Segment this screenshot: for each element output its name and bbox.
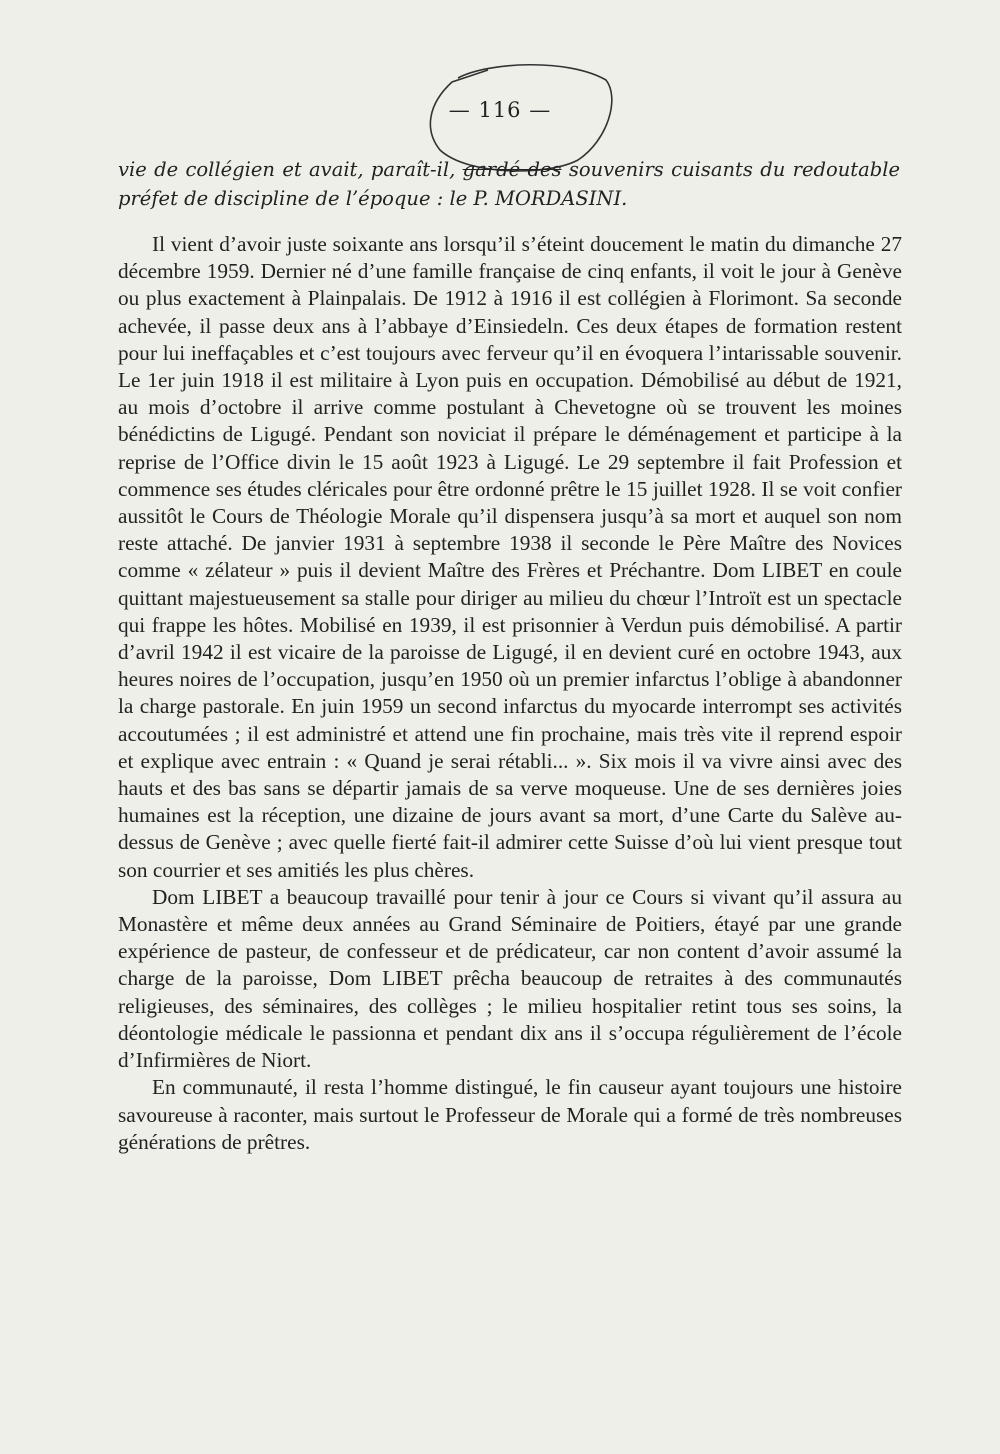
paragraph-1: Il vient d’avoir juste soixante ans lorsqu’il s’éteint doucement le matin du dimanche 27 décembre 1959. Dernier né d’une famille française de cinq enfants, il voit le jour à Genève ou plus exactement à Plainpalais. De 1912 à 1916 il est collégien à Florimont. Sa seconde achevée, il passe deux ans à l’abbaye d’Einsiedeln. Ces deux étapes de formation restent pour lui ineffaçables et c’est toujours avec ferveur qu’il en évoquera l’intarissable souvenir. Le 1er juin 1918 il est militaire à Lyon puis en occupation. Démobilisé au début de 1921, au mois d’octobre il arrive comme postulant à Chevetogne où se trouvent les moines bénédictins de Ligugé. Pendant son noviciat il prépare le déménagement et participe à la reprise de l’Office divin le 15 août 1923 à Ligugé. Le 29 septembre il fait Profession et commence ses études cléricales pour être ordonné prêtre le 15 juillet 1928. Il se voit confier aussitôt le Cours de Théologie Morale qu’il dispensera jusqu’à sa mort et auquel son nom reste attaché. De janvier 1931 à septembre 1938 il seconde le Père Maître des Novices comme « zélateur » puis il devient Maître des Frères et Préchantre. Dom LIBET en coule quittant majestueusement sa stalle pour diriger au milieu du chœur l’Introït est un spectacle qui frappe les hôtes. Mobilisé en 1939, il est prisonnier à Verdun puis démobilisé. A partir d’avril 1942 il est vicaire de la paroisse de Ligugé, il en devient curé en octobre 1943, aux heures noires de l’occupation, jusqu’en 1950 où un premier infarctus l’oblige à abandonner la charge pastorale. En juin 1959 un second infarctus du myocarde interrompt ses activités accoutumées ; il est administré et attend une fin prochaine, mais très vite il reprend espoir et explique avec entrain : « Quand je serai rétabli... ». Six mois il va vivre ainsi avec des hauts et des bas sans se départir jamais de sa verve moqueuse. Une de ses dernières joies humaines est la réception, une dizaine de jours avant sa mort, d’une Carte du Salève au-dessus de Genève ; avec quelle fierté fait-il admirer cette Suisse d’où lui vient presque tout son courrier et ses amitiés les plus chères.	[118, 232, 902, 882]
intro-line-2: préfet de discipline de l’époque : le P. MORDASINI.	[118, 187, 628, 210]
intro-line-1-end: souvenirs cuisants du redoutable	[561, 158, 900, 181]
struck-words: gardé des	[462, 158, 562, 181]
paragraph-3: En communauté, il resta l’homme distingué, le fin causeur ayant toujours une histoire savoureuse à raconter, mais surtout le Professeur de Morale qui a formé de très nombreuses générations de prêtres.	[118, 1075, 902, 1154]
intro-italic-text	[118, 155, 900, 213]
paragraph-2: Dom LIBET a beaucoup travaillé pour tenir à jour ce Cours si vivant qu’il assura au Monastère et même deux années au Grand Séminaire de Poitiers, étayé par une grande expérience de pasteur, de confesseur et de prédicateur, car non content d’avoir assumé la charge de la paroisse, Dom LIBET prêcha beaucoup de retraites à des communautés religieuses, des séminaires, des collèges ; le milieu hospitalier retint tous ses soins, la déontologie médicale le passionna et pendant dix ans il s’occupa régulièrement de l’école d’Infirmières de Niort.	[118, 884, 902, 1073]
intro-line-1-start: vie de collégien et avait, paraît-il,	[118, 158, 463, 181]
page-number: — 116 —	[448, 98, 552, 122]
body-text	[118, 231, 902, 1156]
intro-line-1	[118, 155, 900, 184]
